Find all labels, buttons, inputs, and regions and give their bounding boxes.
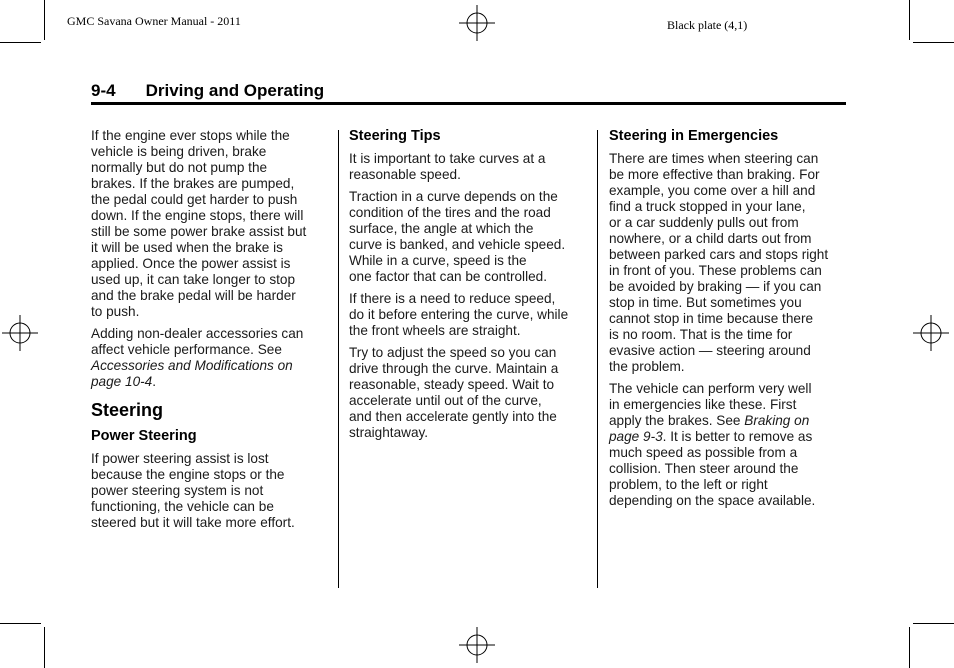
text-line: condition of the tires and the road (349, 205, 551, 220)
page-title (91, 81, 324, 101)
text-line: If the engine ever stops while the (91, 128, 290, 143)
text-line: straightaway. (349, 425, 429, 440)
column-3 (609, 128, 849, 515)
column-divider (597, 130, 598, 588)
text-line: nowhere, or a child darts out from (609, 231, 812, 246)
section-number: 9-4 (91, 81, 116, 100)
text-line: drive through the curve. Maintain a (349, 361, 559, 376)
heading-steering-emergencies: Steering in Emergencies (609, 128, 779, 144)
text-line: down. If the engine stops, there will (91, 208, 304, 223)
header-plate-label: Black plate (4,1) (667, 18, 748, 32)
crop-mark (913, 623, 954, 624)
cross-reference-link[interactable]: Braking on (744, 413, 810, 428)
cross-reference-link[interactable]: Accessories and Modifications on (91, 358, 293, 373)
column-1 (91, 128, 331, 537)
text-line: It is important to take curves at a (349, 151, 546, 166)
text-line: applied. Once the power assist is (91, 256, 291, 271)
text-line: evasive action — steering around (609, 343, 811, 358)
text-line: one factor that can be controlled. (349, 269, 547, 284)
paragraph-emergency-braking (609, 381, 849, 509)
cross-reference-link[interactable]: page 10-4 (91, 374, 153, 389)
text-line: depending on the space available. (609, 493, 816, 508)
text-line: problem, to the left or right (609, 477, 768, 492)
section-name: Driving and Operating (145, 81, 325, 100)
text-line: in emergencies like these. First (609, 397, 797, 412)
text-line: cannot stop in time because there (609, 311, 814, 326)
paragraph-curves (349, 151, 589, 183)
text-line: If power steering assist is lost (91, 451, 269, 466)
paragraph-steering-vs-braking (609, 151, 849, 375)
heading-steering-tips: Steering Tips (349, 128, 441, 144)
text-line: do it before entering the curve, while (349, 307, 569, 322)
text-line: There are times when steering can (609, 151, 819, 166)
text-line: Traction in a curve depends on the (349, 189, 558, 204)
heading-steering: Steering (91, 400, 164, 420)
text-line: affect vehicle performance. See (91, 342, 282, 357)
text-line: If there is a need to reduce speed, (349, 291, 556, 306)
text-line: collision. Then steer around the (609, 461, 799, 476)
text-line: because the engine stops or the (91, 467, 285, 482)
text-line: the problem. (609, 359, 685, 374)
text-line: brakes. If the brakes are pumped, (91, 176, 295, 191)
registration-mark-icon (2, 315, 38, 351)
text-line: reasonable, steady speed. Wait to (349, 377, 555, 392)
text-line: be avoided by braking — if you can (609, 279, 822, 294)
text-line: it will be used when the brake is (91, 240, 283, 255)
text-line: be more effective than braking. For (609, 167, 820, 182)
text-fragment: . It is better to remove as (662, 429, 813, 444)
text-line: power steering system is not (91, 483, 264, 498)
text-line: While in a curve, speed is the (349, 253, 527, 268)
crop-mark (0, 42, 41, 43)
text-line: reasonable speed. (349, 167, 461, 182)
registration-mark-icon (459, 5, 495, 41)
text-line: Adding non-dealer accessories can (91, 326, 304, 341)
crop-mark (909, 627, 910, 668)
text-line: stop in time. But sometimes you (609, 295, 802, 310)
crop-mark (909, 0, 910, 40)
text-line: or a car suddenly pulls out from (609, 215, 799, 230)
text-line: curve is banked, and vehicle speed. (349, 237, 566, 252)
text-line: example, you come over a hill and (609, 183, 816, 198)
paragraph-accessories (91, 326, 331, 390)
text-line: The vehicle can perform very well (609, 381, 812, 396)
text-line: find a truck stopped in your lane, (609, 199, 806, 214)
text-line: still be some power brake assist but (91, 224, 307, 239)
text-line: Try to adjust the speed so you can (349, 345, 557, 360)
text-line: used up, it can take longer to stop (91, 272, 296, 287)
text-line: steered but it will take more effort. (91, 515, 295, 530)
text-line: the pedal could get harder to push (91, 192, 298, 207)
crop-mark (913, 42, 954, 43)
text-line: between parked cars and stops right (609, 247, 829, 262)
paragraph-engine-stops (91, 128, 331, 320)
text-fragment: apply the brakes. See (609, 413, 745, 428)
text-line: to push. (91, 304, 140, 319)
heading-power-steering: Power Steering (91, 428, 197, 444)
text-line: much speed as possible from a (609, 445, 798, 460)
text-line: vehicle is being driven, brake (91, 144, 267, 159)
text-line: functioning, the vehicle can be (91, 499, 274, 514)
text-line: in front of you. These problems can (609, 263, 822, 278)
crop-mark (44, 627, 45, 668)
column-divider (338, 130, 339, 588)
text-line: accelerate until out of the curve, (349, 393, 542, 408)
text-line: is no room. That is the time for (609, 327, 793, 342)
crop-mark (44, 0, 45, 40)
title-rule (91, 102, 846, 105)
paragraph-reduce-speed (349, 291, 589, 339)
column-2 (349, 128, 589, 447)
text-punctuation: . (152, 374, 157, 389)
cross-reference-link[interactable]: page 9-3 (609, 429, 663, 444)
text-line: normally but do not pump the (91, 160, 268, 175)
text-line: surface, the angle at which the (349, 221, 534, 236)
crop-mark (0, 623, 41, 624)
registration-mark-icon (459, 627, 495, 663)
text-line: the front wheels are straight. (349, 323, 521, 338)
paragraph-adjust-speed (349, 345, 589, 441)
header-manual-title: GMC Savana Owner Manual - 2011 (67, 14, 241, 28)
paragraph-power-steering (91, 451, 331, 531)
text-line: and the brake pedal will be harder (91, 288, 296, 303)
text-line: and then accelerate gently into the (349, 409, 557, 424)
paragraph-traction (349, 189, 589, 285)
registration-mark-icon (913, 315, 949, 351)
